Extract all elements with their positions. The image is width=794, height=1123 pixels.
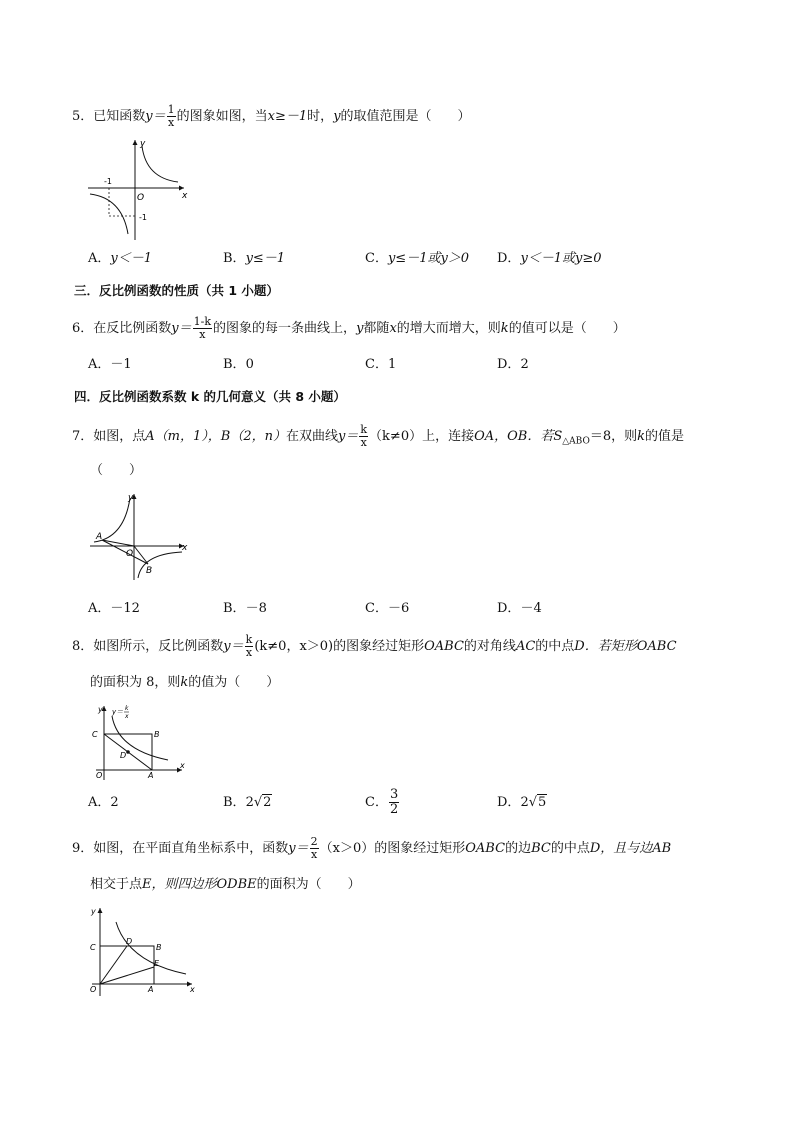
graph-point-a: A	[148, 771, 154, 780]
area-symbol: S	[553, 429, 563, 444]
option-text: －12	[110, 601, 140, 616]
stem-text: （x＞0）的图象经过矩形	[319, 841, 466, 856]
question-9-stem	[72, 836, 671, 861]
graph-xlabel: x	[190, 985, 195, 994]
option-coef: 2	[520, 795, 529, 810]
option-b[interactable]	[223, 794, 272, 812]
option-text: y＜－1或y≥0	[520, 251, 602, 266]
graph-point-e: E	[154, 959, 160, 968]
section-3-title: 三．反比例函数的性质（共 1 小题）	[74, 283, 279, 298]
graph-point-a: A	[96, 532, 103, 542]
fraction-numerator: k	[360, 423, 368, 436]
stem-text: 时，	[307, 109, 334, 124]
graph-point-c: C	[92, 730, 98, 739]
option-a[interactable]	[88, 794, 119, 812]
condition: x≥－1	[267, 109, 308, 124]
graph-point-b: B	[156, 943, 162, 952]
fraction-denominator: 2	[389, 802, 399, 817]
stem-text: 的对角线	[463, 639, 516, 654]
stem-text: 相交于点	[90, 877, 143, 892]
section-4-title: 四．反比例函数系数 k 的几何意义（共 8 小题）	[74, 389, 346, 404]
question-8-stem-line2	[90, 674, 279, 692]
stem-text: D．若矩形	[574, 639, 637, 654]
question-9-graph	[86, 904, 198, 998]
fraction-denominator: x	[311, 848, 318, 861]
option-a[interactable]	[88, 250, 152, 268]
stem-text: 都随	[363, 321, 390, 336]
fraction-denominator: x	[245, 646, 253, 659]
graph-point-b: B	[154, 730, 160, 739]
option-label: B．	[223, 357, 246, 372]
area-subscript: △ABO	[562, 436, 590, 447]
point-b: B（2，n）	[220, 429, 286, 444]
option-c[interactable]	[365, 600, 409, 618]
option-b[interactable]	[223, 356, 254, 374]
stem-text: E，则四边形	[142, 877, 217, 892]
func-lhs: y＝	[223, 639, 244, 654]
option-b[interactable]	[223, 600, 267, 618]
question-9-stem-line2	[90, 876, 361, 894]
func-lhs: y＝	[171, 321, 192, 336]
option-label: A．	[88, 357, 111, 372]
graph-point-d: D	[126, 937, 133, 946]
option-c[interactable]	[365, 788, 400, 817]
question-6-stem	[72, 316, 626, 341]
option-label: C．	[365, 795, 388, 810]
option-text: －1	[110, 357, 132, 372]
diagonal-name: AC	[515, 639, 536, 654]
option-d[interactable]	[497, 250, 602, 268]
question-number: 7．	[72, 429, 94, 444]
graph-origin: O	[126, 549, 134, 559]
stem-text: 的图象如图，当	[176, 109, 268, 124]
sqrt-sign: √	[253, 795, 263, 810]
graph-point-c: C	[90, 943, 96, 952]
func-lhs: y＝	[288, 841, 309, 856]
option-label: B．	[223, 251, 246, 266]
option-text: 2	[520, 357, 529, 372]
graph-xlabel: x	[182, 191, 188, 201]
fraction	[245, 634, 254, 659]
func-lhs: y＝	[145, 109, 166, 124]
point-a: A（m，1），	[145, 429, 221, 444]
fraction	[167, 104, 176, 129]
option-label: B．	[223, 795, 246, 810]
option-coef: 2	[245, 795, 254, 810]
option-text: y≤－1	[245, 251, 286, 266]
stem-text: 的面积为（ ）	[256, 877, 361, 892]
graph-origin: O	[96, 771, 103, 780]
option-label: C．	[365, 251, 388, 266]
question-5-graph	[84, 136, 194, 244]
graph-ylabel: y	[98, 705, 103, 714]
quad-name: ODBE	[216, 877, 257, 892]
option-radicand: 5	[538, 795, 547, 810]
option-text: 0	[245, 357, 254, 372]
question-7-paren: （ ）	[90, 463, 143, 478]
graph-ylabel: y	[128, 493, 134, 503]
stem-text: （k≠0）上，连接	[369, 429, 475, 444]
stem-text: 的中点	[550, 841, 590, 856]
question-5-stem	[72, 104, 471, 129]
option-text: 1	[387, 357, 397, 372]
stem-text: 的中点	[535, 639, 575, 654]
stem-text: 如图，在平面直角坐标系中，函数	[93, 841, 289, 856]
var-k: k	[637, 429, 646, 444]
fraction	[389, 788, 399, 817]
fraction-numerator: 3	[389, 787, 399, 802]
stem-text: 的值为（ ）	[188, 675, 280, 690]
graph-function-den: x	[125, 713, 129, 720]
option-text: －8	[245, 601, 267, 616]
fraction-denominator: x	[360, 436, 367, 449]
fraction-numerator: 1-k	[193, 315, 212, 328]
option-a[interactable]	[88, 600, 140, 618]
stem-text: 的面积为 8，则	[90, 675, 181, 690]
graph-xlabel: x	[182, 543, 188, 553]
graph-ylabel: y	[91, 907, 96, 916]
option-text: y＜－1	[110, 251, 153, 266]
option-c[interactable]	[365, 250, 469, 268]
option-label: D．	[497, 251, 521, 266]
question-number: 9．	[72, 841, 94, 856]
fraction-numerator: k	[245, 633, 253, 646]
question-8-stem	[72, 634, 677, 659]
option-label: C．	[365, 601, 388, 616]
option-text: 2	[110, 795, 119, 810]
graph-ylabel: y	[140, 139, 146, 149]
func-lhs: y＝	[338, 429, 359, 444]
fraction	[310, 836, 319, 861]
option-label: A．	[88, 795, 111, 810]
option-radicand: 2	[263, 795, 272, 810]
option-label: D．	[497, 357, 521, 372]
graph-point-d: D	[120, 751, 127, 760]
question-7-graph	[88, 490, 192, 582]
stem-text: 如图所示，反比例函数	[93, 639, 224, 654]
rect-name: OABC	[424, 639, 464, 654]
stem-text: OA，OB．若	[474, 429, 554, 444]
graph-function-lhs: y＝	[112, 708, 124, 716]
question-7-stem	[72, 424, 684, 451]
stem-text: 已知函数	[93, 109, 146, 124]
var-y: y	[333, 109, 341, 124]
option-text: －6	[387, 601, 410, 616]
question-number: 5．	[72, 109, 94, 124]
graph-origin: O	[137, 193, 145, 203]
fraction	[359, 424, 368, 449]
option-b[interactable]	[223, 250, 285, 268]
fraction-numerator: 1	[167, 103, 175, 116]
graph-point-b: B	[146, 566, 153, 576]
edge-name: AB	[652, 841, 672, 856]
graph-tick-y: -1	[139, 213, 147, 222]
var-y: y	[356, 321, 364, 336]
graph-function-num: k	[125, 705, 129, 712]
option-a[interactable]	[88, 356, 132, 374]
graph-xlabel: x	[180, 761, 185, 770]
option-text: －4	[520, 601, 542, 616]
stem-text: D，且与边	[589, 841, 653, 856]
edge-name: BC	[531, 841, 551, 856]
graph-tick-x: -1	[104, 177, 112, 186]
rect-name: OABC	[465, 841, 506, 856]
option-d[interactable]	[497, 794, 547, 812]
question-8-graph	[88, 702, 192, 782]
stem-text: 的边	[505, 841, 532, 856]
stem-text: 在双曲线	[286, 429, 339, 444]
fraction	[193, 316, 212, 341]
stem-text: 在反比例函数	[93, 321, 172, 336]
question-number: 6．	[72, 321, 94, 336]
option-label: B．	[223, 601, 246, 616]
stem-text: 的增大而增大，则	[396, 321, 501, 336]
var-x: x	[389, 321, 397, 336]
stem-text: 如图，点	[93, 429, 146, 444]
stem-text: 的图象的每一条曲线上，	[213, 321, 357, 336]
graph-origin: O	[90, 985, 97, 994]
option-label: A．	[88, 601, 111, 616]
rect-name: OABC	[636, 639, 677, 654]
option-label: D．	[497, 795, 521, 810]
stem-text: 的值是	[645, 429, 685, 444]
option-label: A．	[88, 251, 111, 266]
fraction-numerator: 2	[310, 835, 318, 848]
option-c[interactable]	[365, 356, 396, 374]
stem-text: 的值可以是（ ）	[508, 321, 626, 336]
var-k: k	[500, 321, 509, 336]
option-d[interactable]	[497, 600, 542, 618]
stem-text: (k≠0，x＞0)的图象经过矩形	[254, 639, 425, 654]
option-label: D．	[497, 601, 521, 616]
fraction-denominator: x	[168, 116, 175, 129]
sqrt-sign: √	[528, 795, 538, 810]
option-d[interactable]	[497, 356, 529, 374]
question-number: 8．	[72, 639, 94, 654]
stem-text: ＝8，则	[589, 429, 638, 444]
option-text: y≤－1或y＞0	[387, 251, 470, 266]
graph-point-a: A	[148, 985, 154, 994]
stem-text: 的取值范围是（ ）	[340, 109, 471, 124]
fraction-denominator: x	[199, 328, 206, 341]
var-k: k	[180, 675, 189, 690]
option-label: C．	[365, 357, 388, 372]
